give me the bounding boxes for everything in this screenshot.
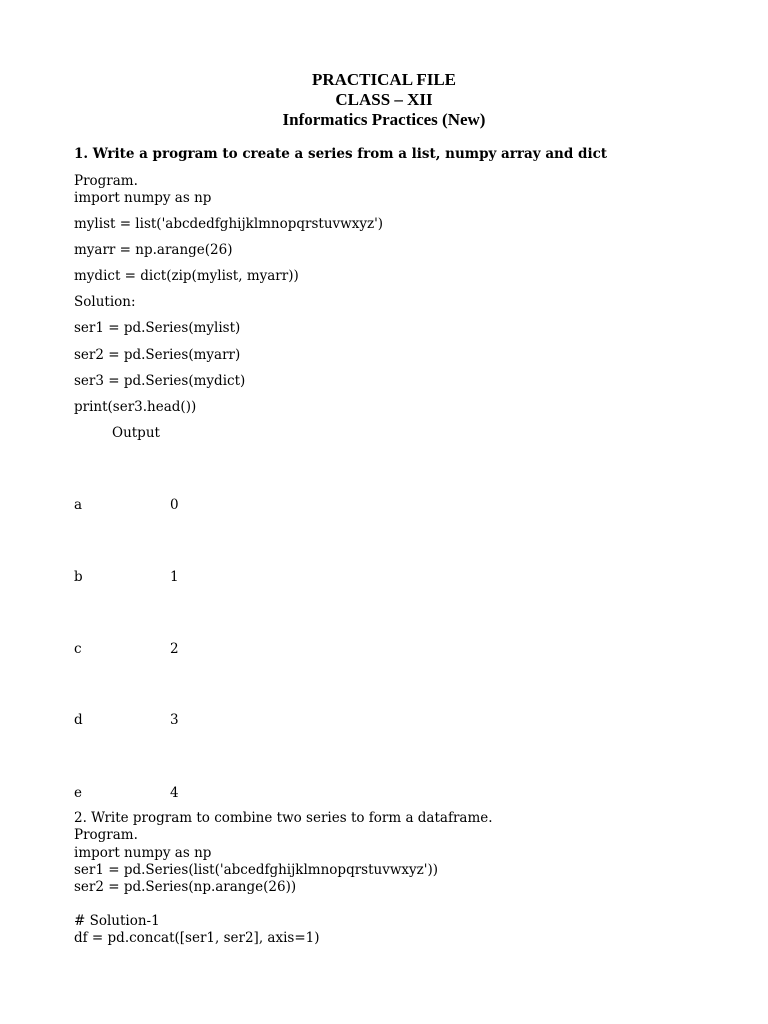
solution-line: ser1 = pd.Series(mylist): [74, 320, 241, 336]
code-line: myarr = np.arange(26): [74, 242, 233, 258]
output-index: e: [74, 785, 82, 801]
output-value: 4: [170, 785, 179, 801]
output-value: 0: [170, 497, 179, 513]
question-1-heading: 1. Write a program to create a series from a list, numpy array and dict: [74, 146, 608, 162]
question-2-heading: 2. Write program to combine two series to form a dataframe.: [74, 810, 493, 826]
class-label: CLASS – XII: [335, 90, 433, 109]
output-index: c: [74, 641, 82, 657]
output-index: a: [74, 497, 83, 513]
output-row: [74, 785, 179, 802]
code-line: ser2 = pd.Series(np.arange(26)): [74, 879, 297, 895]
q1-solution-label: Solution:: [74, 294, 136, 310]
q1-program-label: Program.: [74, 173, 138, 189]
solution-line: ser3 = pd.Series(mydict): [74, 373, 246, 389]
code-line: ser1 = pd.Series(list('abcedfghijklmnopqrstuvwxyz')): [74, 862, 438, 878]
output-row: [74, 712, 179, 729]
code-comment: # Solution-1: [74, 913, 160, 929]
output-index: b: [74, 569, 83, 585]
output-row: [74, 497, 179, 514]
subject-title: Informatics Practices (New): [282, 110, 486, 129]
output-row: [74, 569, 179, 586]
document-title: PRACTICAL FILE: [311, 70, 457, 89]
code-line: import numpy as np: [74, 845, 212, 861]
output-row: [74, 641, 179, 658]
q2-program-label: Program.: [74, 827, 138, 843]
output-index: d: [74, 712, 83, 728]
code-line: mydict = dict(zip(mylist, myarr)): [74, 268, 299, 284]
output-value: 1: [170, 569, 179, 585]
solution-line: ser2 = pd.Series(myarr): [74, 347, 241, 363]
code-line: mylist = list('abcdedfghijklmnopqrstuvwxyz'): [74, 216, 384, 232]
solution-line: df = pd.concat([ser1, ser2], axis=1): [74, 930, 320, 946]
q1-output-label: Output: [112, 425, 160, 441]
output-value: 3: [170, 712, 179, 728]
solution-line: print(ser3.head()): [74, 399, 197, 415]
output-value: 2: [170, 641, 179, 657]
code-line: import numpy as np: [74, 190, 212, 206]
